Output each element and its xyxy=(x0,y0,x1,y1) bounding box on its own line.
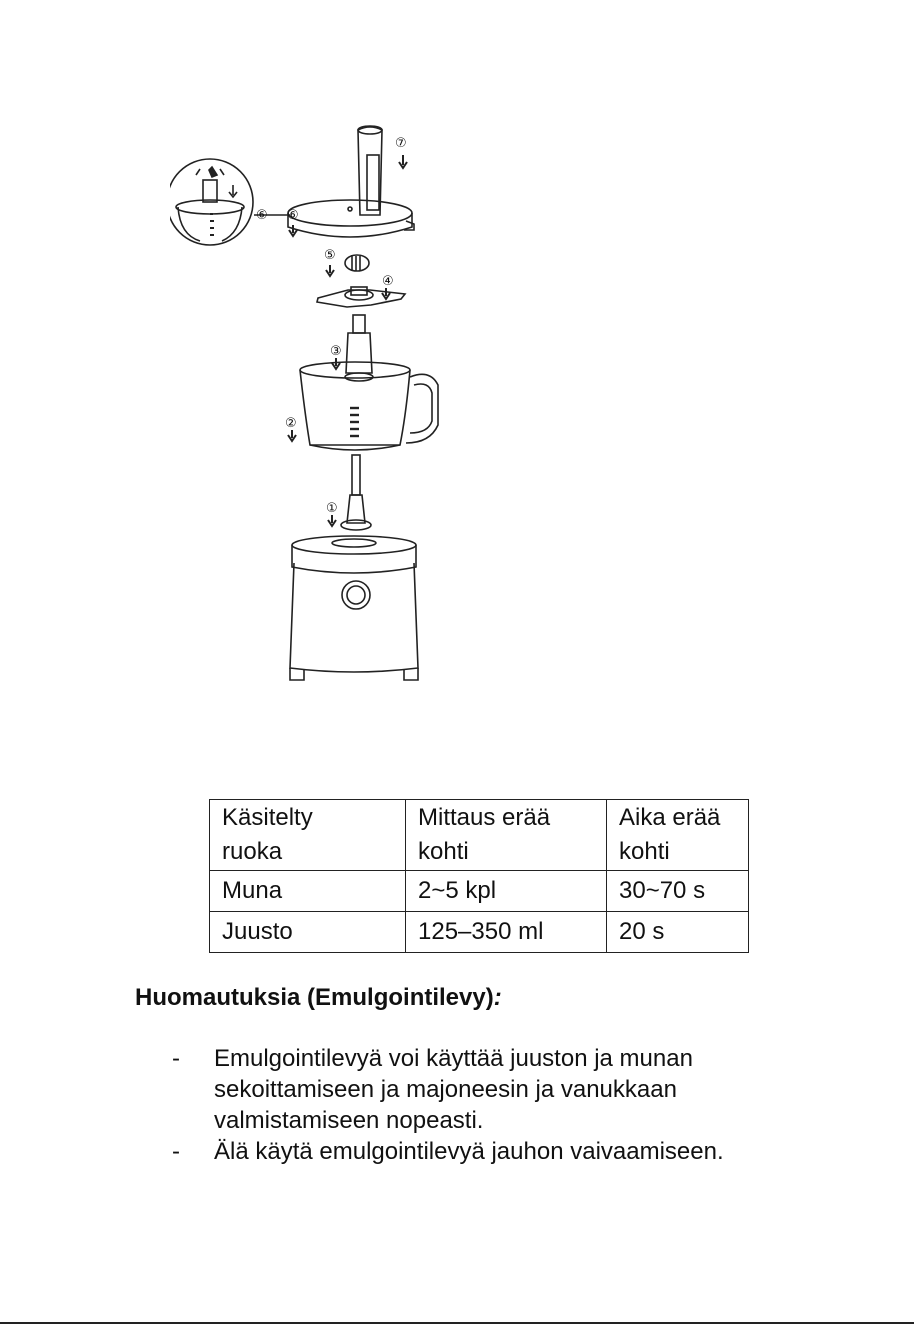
table-row xyxy=(210,912,749,953)
table-cell: 30~70 s xyxy=(607,871,749,912)
table-header-cell: Aika erää kohti xyxy=(607,800,749,871)
table-cell: 2~5 kpl xyxy=(406,871,607,912)
table-cell: Juusto xyxy=(210,912,406,953)
table-row xyxy=(210,871,749,912)
step-6-marker: ⑥ xyxy=(256,208,268,223)
motor-base xyxy=(290,536,418,680)
step-2-marker: ② xyxy=(285,416,297,431)
blade-holder xyxy=(317,287,405,307)
notes-heading: Huomautuksia (Emulgointilevy): xyxy=(135,984,502,1011)
drive-shaft xyxy=(345,315,373,381)
bowl xyxy=(300,362,438,450)
bullet-dash: - xyxy=(172,1138,180,1165)
step-7-marker: ⑦ xyxy=(395,136,407,151)
step-markers xyxy=(256,136,407,516)
bullet-dash: - xyxy=(172,1045,180,1072)
table-cell: 125–350 ml xyxy=(406,912,607,953)
lid-lock-detail-inset xyxy=(170,159,253,245)
assembly-diagram xyxy=(170,115,480,690)
step-4-marker: ④ xyxy=(382,274,394,289)
step-1-marker: ① xyxy=(326,501,338,516)
table-cell: 20 s xyxy=(607,912,749,953)
lid xyxy=(288,200,414,237)
table-cell: Muna xyxy=(210,871,406,912)
list-item: - Emulgointilevyä voi käyttää juuston ja munan sekoittamiseen ja majoneesin ja vanukkaan valmistamiseen nopeasti. xyxy=(172,1045,693,1134)
emulsifying-disc xyxy=(345,255,369,271)
notes-list xyxy=(170,1043,810,1167)
spindle xyxy=(341,455,371,530)
step-6-marker: ⑥ xyxy=(287,208,299,223)
table-header-cell: Mittaus erää kohti xyxy=(406,800,607,871)
step-3-marker: ③ xyxy=(330,344,342,359)
table-header-cell: Käsitelty ruoka xyxy=(210,800,406,871)
step-5-marker: ⑤ xyxy=(324,248,336,263)
list-item: - Älä käytä emulgointilevyä jauhon vaivaamiseen. xyxy=(172,1138,724,1165)
processing-table xyxy=(209,799,749,953)
table-header-row xyxy=(210,800,749,871)
